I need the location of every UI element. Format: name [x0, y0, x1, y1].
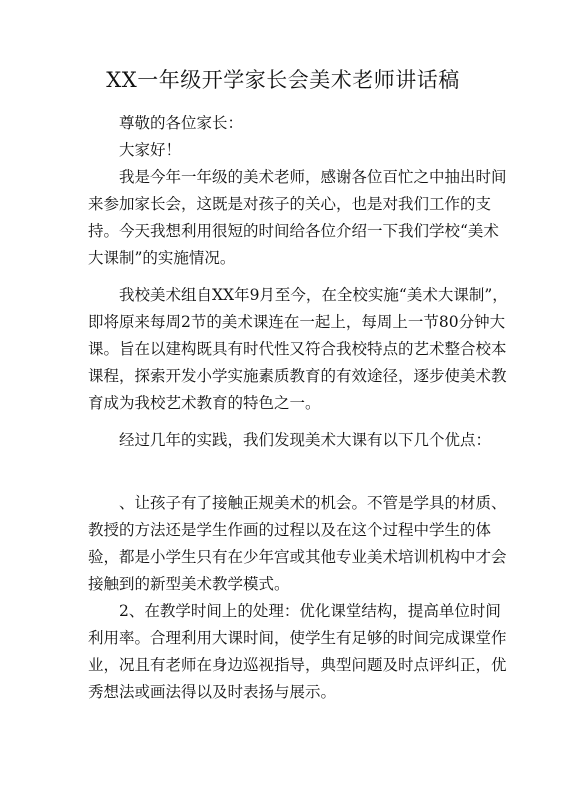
- paragraph-advantage-1: 、让孩子有了接触正规美术的机会。不管是学具的材质、教授的方法还是学生作画的过程以及在这个过程中学生的体验，都是小学生只有在少年宫或其他专业美术培训机构中才会接触到的新型美术教学模式。: [88, 494, 507, 593]
- greeting-salutation: 尊敬的各位家长：: [119, 114, 244, 132]
- paragraph-program: 我校美术组自XX年9月至今，在全校实施“美术大课制”，即将原来每周2节的美术课连在一起上，每周上一节80分钟大课。旨在以建构既具有时代性又符合我校特点的艺术整合校本课程，探索开发小学实施素质教育的有效途径，逐步使美术教育成为我校艺术教育的特色之一。: [88, 286, 508, 412]
- paragraph-intro: 我是今年一年级的美术老师，感谢各位百忙之中抽出时间来参加家长会，这既是对孩子的关心，也是对我们工作的支持。今天我想利用很短的时间给各位介绍一下我们学校“美术大课制”的实施情况。: [88, 168, 507, 267]
- paragraph-advantage-2: 2、在教学时间上的处理：优化课堂结构，提高单位时间利用率。合理利用大课时间，使学生有足够的时间完成课堂作业，况且有老师在身边巡视指导，典型问题及时点评纠正，优秀想法或画法得以及时表扬与展示。: [88, 602, 507, 701]
- greeting-hello: 大家好！: [119, 141, 182, 159]
- document-body: [88, 110, 508, 706]
- paragraph-advantages-lead: 经过几年的实践，我们发现美术大课有以下几个优点：: [119, 431, 492, 449]
- document-title: XX一年级开学家长会美术老师讲话稿: [106, 68, 460, 92]
